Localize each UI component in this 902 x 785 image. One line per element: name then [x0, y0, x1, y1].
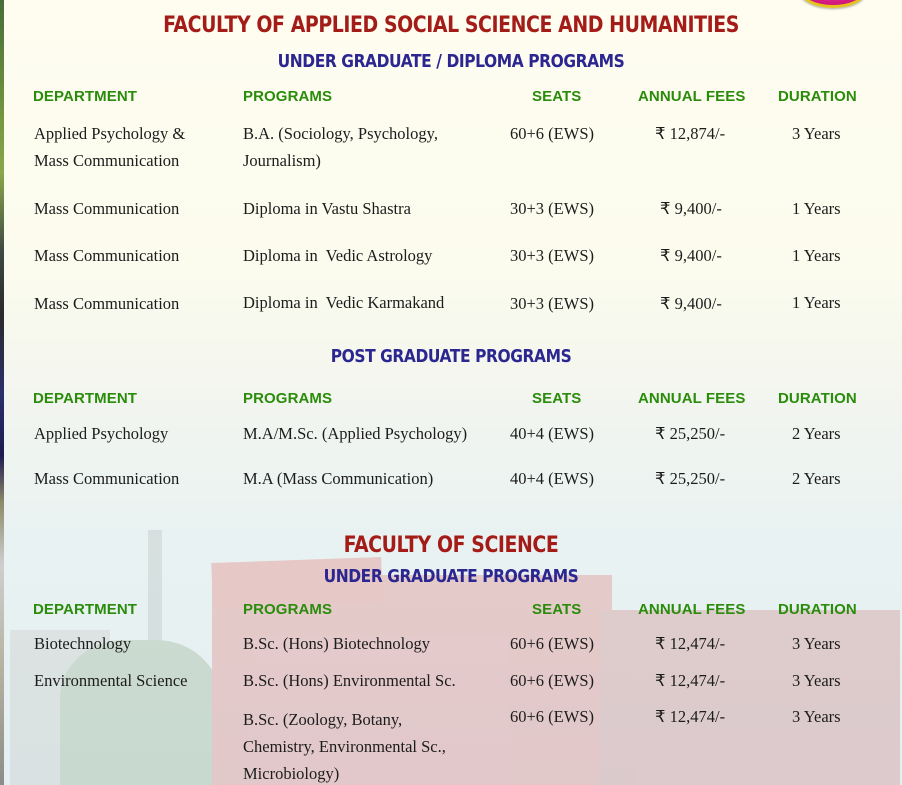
faculty-title-social-science: FACULTY OF APPLIED SOCIAL SCIENCE AND HUMANITIES [163, 13, 739, 38]
duration-cell: 3 Years [792, 707, 841, 726]
col-header-annual-fees: ANNUAL FEES [638, 390, 746, 407]
col-header-seats: SEATS [532, 601, 582, 618]
duration-cell: 1 Years [792, 246, 841, 265]
fees-cell: ₹ 25,250/- [655, 469, 726, 488]
department-cell: Biotechnology [34, 634, 132, 653]
department-cell: Applied Psychology & [34, 124, 186, 143]
col-header-seats: SEATS [532, 88, 582, 105]
department-cell: Mass Communication [34, 294, 180, 313]
duration-cell: 1 Years [792, 293, 841, 312]
duration-cell: 1 Years [792, 199, 841, 218]
section-title-pg: POST GRADUATE PROGRAMS [330, 346, 572, 367]
col-header-programs: PROGRAMS [243, 601, 333, 618]
duration-cell: 2 Years [792, 424, 841, 443]
col-header-duration: DURATION [778, 601, 857, 618]
col-header-department: DEPARTMENT [33, 88, 138, 105]
duration-cell: 3 Years [792, 671, 841, 690]
seats-cell: 60+6 (EWS) [510, 124, 594, 143]
col-header-duration: DURATION [778, 88, 857, 105]
col-header-seats: SEATS [532, 390, 582, 407]
program-cell: M.A (Mass Communication) [243, 469, 434, 488]
program-cell-line3: Microbiology) [243, 764, 340, 783]
fees-cell: ₹ 9,400/- [660, 294, 722, 313]
program-cell-line2: Journalism) [243, 151, 321, 170]
program-cell: Diploma in Vastu Shastra [243, 199, 411, 218]
fees-cell: ₹ 9,400/- [660, 246, 722, 265]
duration-cell: 3 Years [792, 634, 841, 653]
fees-cell: ₹ 12,874/- [655, 124, 726, 143]
seats-cell: 60+6 (EWS) [510, 707, 594, 726]
seats-cell: 30+3 (EWS) [510, 294, 594, 313]
seats-cell: 40+4 (EWS) [510, 469, 594, 488]
seats-cell: 60+6 (EWS) [510, 634, 594, 653]
section-title-ug-diploma: UNDER GRADUATE / DIPLOMA PROGRAMS [277, 51, 625, 72]
col-header-programs: PROGRAMS [243, 390, 333, 407]
program-cell-line2: Chemistry, Environmental Sc., [243, 737, 446, 756]
col-header-annual-fees: ANNUAL FEES [638, 88, 746, 105]
fees-cell: ₹ 12,474/- [655, 671, 726, 690]
seats-cell: 40+4 (EWS) [510, 424, 594, 443]
department-cell: Mass Communication [34, 469, 180, 488]
faculty-title-science: FACULTY OF SCIENCE [343, 533, 559, 558]
program-cell: B.Sc. (Hons) Environmental Sc. [243, 671, 456, 690]
department-cell: Mass Communication [34, 246, 180, 265]
department-cell-line2: Mass Communication [34, 151, 180, 170]
section-title-science-ug: UNDER GRADUATE PROGRAMS [323, 566, 579, 587]
program-cell: B.Sc. (Zoology, Botany, [243, 710, 403, 729]
col-header-department: DEPARTMENT [33, 390, 138, 407]
program-cell: Diploma in Vedic Astrology [243, 246, 433, 265]
program-cell: B.Sc. (Hons) Biotechnology [243, 634, 430, 653]
seats-cell: 60+6 (EWS) [510, 671, 594, 690]
seats-cell: 30+3 (EWS) [510, 246, 594, 265]
duration-cell: 2 Years [792, 469, 841, 488]
department-cell: Environmental Science [34, 671, 188, 690]
department-cell: Mass Communication [34, 199, 180, 218]
fees-cell: ₹ 12,474/- [655, 634, 726, 653]
col-header-department: DEPARTMENT [33, 601, 138, 618]
seats-cell: 30+3 (EWS) [510, 199, 594, 218]
fees-cell: ₹ 9,400/- [660, 199, 722, 218]
col-header-annual-fees: ANNUAL FEES [638, 601, 746, 618]
col-header-programs: PROGRAMS [243, 88, 333, 105]
col-header-duration: DURATION [778, 390, 857, 407]
program-cell: B.A. (Sociology, Psychology, [243, 124, 438, 143]
fees-cell: ₹ 12,474/- [655, 707, 726, 726]
program-cell: Diploma in Vedic Karmakand [243, 293, 445, 312]
department-cell: Applied Psychology [34, 424, 169, 443]
duration-cell: 3 Years [792, 124, 841, 143]
fees-cell: ₹ 25,250/- [655, 424, 726, 443]
program-cell: M.A/M.Sc. (Applied Psychology) [243, 424, 468, 443]
